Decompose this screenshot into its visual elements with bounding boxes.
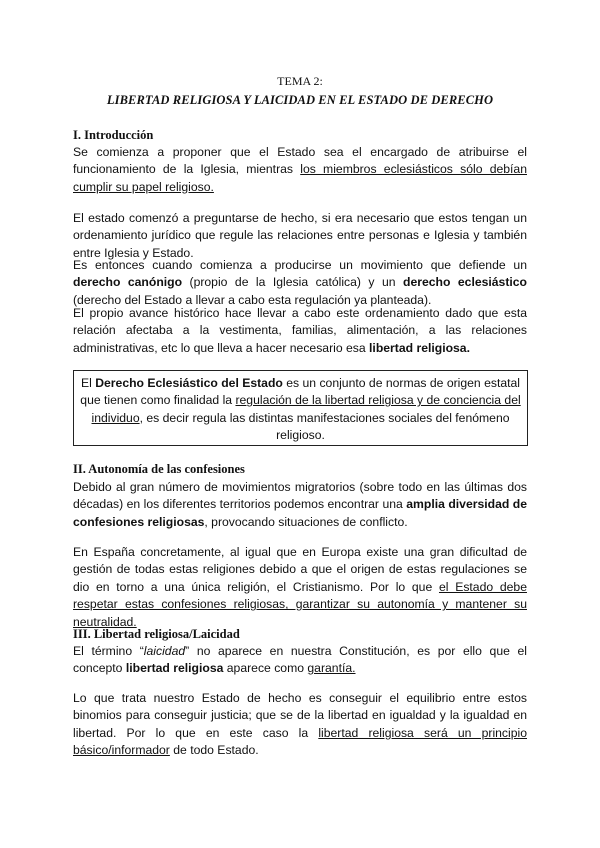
- section-heading-autonomia: II. Autonomía de las confesiones: [73, 462, 245, 476]
- bold-term: Derecho Eclesiástico del Estado: [95, 376, 283, 390]
- italic-term: laicidad: [143, 644, 186, 658]
- bold-term: libertad religiosa: [125, 661, 224, 676]
- document-title: LIBERTAD RELIGIOSA Y LAICIDAD EN EL ESTADO DE DERECHO: [106, 93, 494, 107]
- definition-text: El Derecho Eclesiástico del Estado es un conjunto de normas de origen estatal que tienen como finalidad la regulación de la libertad religiosa y de conciencia del individuo, es decir regula las distintas manifestaciones sociales del fenómeno religioso.: [80, 376, 521, 443]
- bold-term: derecho canónigo: [73, 275, 183, 290]
- underlined-text: los miembros eclesiásticos sólo debían cumplir su papel religioso.: [73, 162, 527, 194]
- topic-number: TEMA 2:: [277, 74, 323, 88]
- paragraph: El estado comenzó a preguntarse de hecho, si era necesario que estos tengan un ordenamiento jurídico que regule las relaciones entre personas e Iglesia y también entre Iglesia y Estado.: [73, 211, 527, 260]
- underlined-text: regulación de la libertad religiosa y de conciencia del individuo: [91, 393, 521, 425]
- paragraph: El propio avance histórico hace llevar a cabo este ordenamiento dado que esta relación afectaba a la vestimenta, familias, alimentación, a las relaciones administrativas, etc lo que lleva a hacer necesario esa libertad religiosa.: [73, 306, 527, 355]
- bold-term: libertad religiosa.: [369, 340, 470, 355]
- bold-term: derecho eclesiástico: [403, 275, 527, 290]
- paragraph: Debido al gran número de movimientos migratorios (sobre todo en las últimas dos décadas) en los diferentes territorios podemos encontrar una amplia diversidad de confesiones religiosas, provocando situaciones de conflicto.: [73, 480, 527, 529]
- section-heading-introduccion: I. Introducción: [73, 128, 154, 142]
- underlined-text: garantía.: [307, 661, 356, 676]
- section-heading-libertad: III. Libertad religiosa/Laicidad: [73, 627, 240, 641]
- underlined-text: el Estado debe respetar estas confesiones religiosas, garantizar su autonomía y mantener su neutralidad.: [73, 579, 527, 629]
- paragraph: El término “laicidad” no aparece en nuestra Constitución, es por ello que el concepto libertad religiosa aparece como garantía.: [73, 644, 527, 676]
- underlined-text: libertad religiosa será un principio básico/informador: [73, 725, 527, 758]
- paragraph: En España concretamente, al igual que en Europa existe una gran dificultad de gestión de todas estas religiones debido a que el origen de estas regulaciones se dio en torno a una única religión, el Cristianismo. Por lo que el Estado debe respetar estas confesiones religiosas, garantizar su autonomía y mantener su neutralidad.: [73, 545, 527, 629]
- bold-term: amplia diversidad de confesiones religiosas: [73, 497, 527, 529]
- paragraph: Lo que trata nuestro Estado de hecho es conseguir el equilibrio entre estos binomios para conseguir justicia; que se de la libertad en igualdad y la igualdad en libertad. Por lo que en este caso la libertad religiosa será un principio básico/informador de todo Estado.: [73, 691, 527, 758]
- paragraph: Es entonces cuando comienza a producirse un movimiento que defiende un derecho canónigo (propio de la Iglesia católica) y un derecho eclesiástico (derecho del Estado a llevar a cabo esta regulación ya planteada).: [73, 258, 527, 307]
- paragraph: Se comienza a proponer que el Estado sea el encargado de atribuirse el funcionamiento de la Iglesia, mientras los miembros eclesiásticos sólo debían cumplir su papel religioso.: [73, 145, 527, 194]
